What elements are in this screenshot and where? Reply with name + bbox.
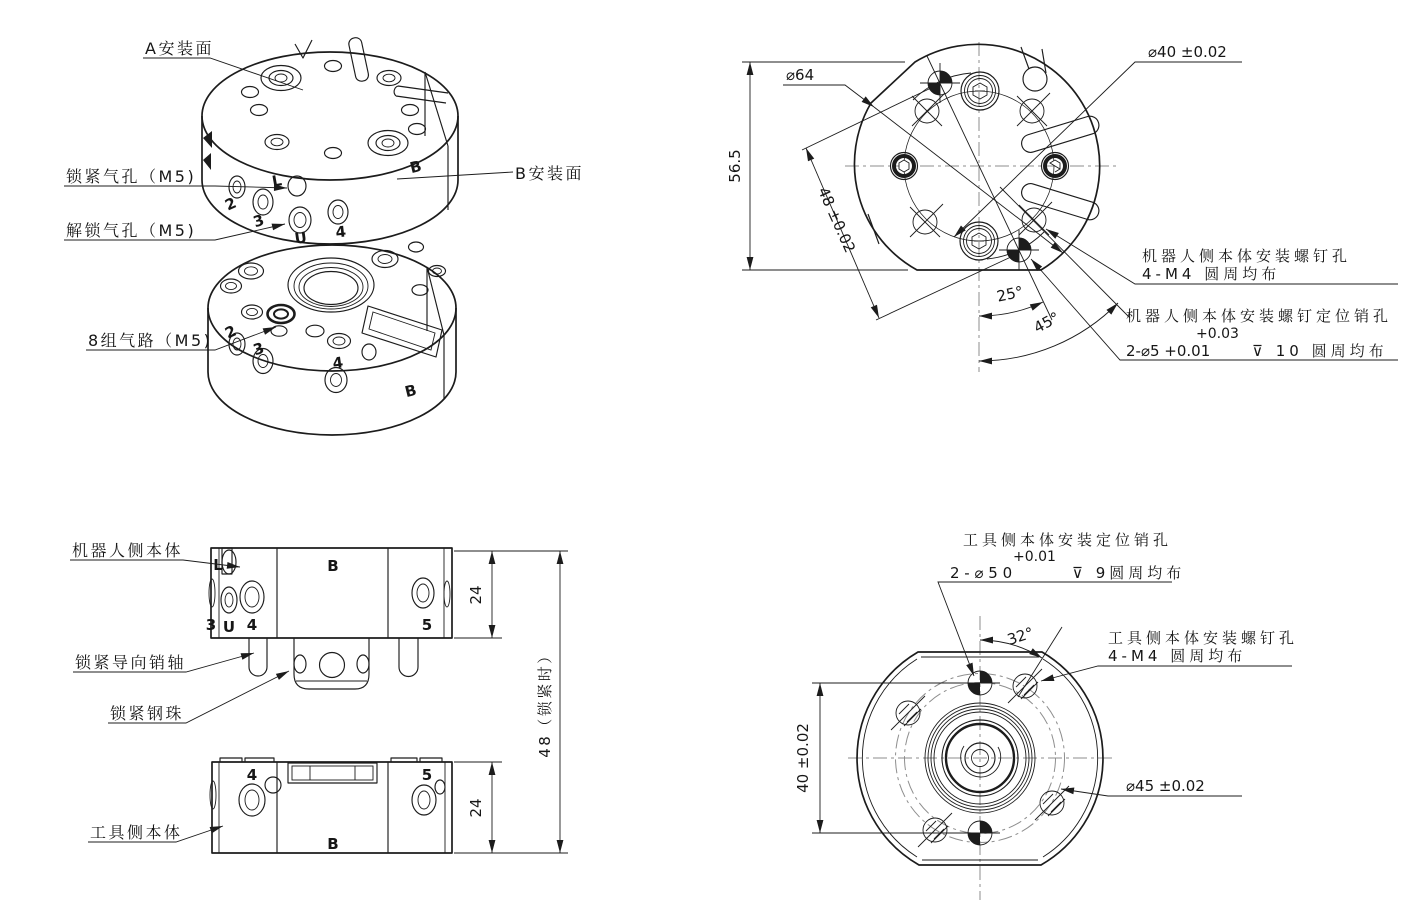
bottom-dim-pin-distance: 40 ±0.02 (794, 723, 812, 793)
top-dim-outer-dia: ⌀64 (786, 66, 815, 84)
bottom-note-pin-tol: +0.01 (1013, 549, 1056, 565)
bottom-note-pin-line2b: ⊽ 9圆周均布 (1072, 564, 1186, 582)
side-mark-4: 4 (246, 616, 258, 634)
side-dim-robot-height: 24 (467, 585, 485, 605)
iso-label-a-face: A安装面 (145, 39, 214, 58)
bottom-dim-bolt-circle: ⌀45 ±0.02 (1126, 777, 1205, 795)
side-label-robot-body: 机器人侧本体 (72, 541, 184, 560)
top-dim-angle-45: 45° (1030, 308, 1063, 337)
top-dim-angle-25: 25° (995, 282, 1025, 306)
top-view (726, 42, 1398, 372)
side-mark-b-top: B (327, 557, 339, 575)
side-label-steel-ball: 锁紧钢珠 (110, 704, 185, 723)
top-note-pin-line2a: 2-⌀5 +0.01 (1126, 342, 1211, 360)
iso-upper-mark-l: L (270, 171, 284, 191)
iso-upper-mark-2: 2 (222, 193, 240, 215)
top-view-m4-holes (910, 93, 1052, 237)
top-note-pin-tol: +0.03 (1196, 326, 1239, 342)
side-mark-5-tool: 5 (421, 766, 433, 784)
top-note-screw-line1: 机器人侧本体安装螺钉孔 (1142, 247, 1352, 265)
side-dim-locked-height: 48（锁紧时） (536, 646, 554, 758)
bottom-dim-angle-32: 32° (1005, 623, 1036, 649)
bottom-note-screw-line2: 4-M4 圆周均布 (1108, 647, 1247, 665)
side-mark-4-tool: 4 (246, 766, 258, 784)
bottom-note-screw-line1: 工具侧本体安装螺钉孔 (1108, 629, 1299, 647)
iso-upper-mark-b: B (408, 156, 424, 178)
top-dim-height: 56.5 (726, 149, 744, 183)
side-mark-l: L (213, 556, 223, 574)
bottom-note-pin-line2a: 2 - ⌀ 5 0 (950, 564, 1013, 582)
iso-upper-side-holes (229, 176, 348, 233)
iso-label-unlock-air: 解锁气孔（M5) (66, 221, 197, 240)
side-view (70, 541, 568, 853)
iso-label-b-face: B安装面 (515, 164, 584, 183)
iso-lower-mark-b: B (403, 380, 419, 402)
iso-lower-mark-3: 3 (250, 338, 267, 360)
iso-lower-center-bore (288, 258, 374, 312)
side-mark-5: 5 (421, 616, 433, 634)
iso-upper-mark-u: U (293, 228, 309, 248)
top-note-pin-line2b: ⊽ 10 圆周均布 (1252, 342, 1388, 360)
iso-label-lock-air: 锁紧气孔（M5) (66, 167, 197, 186)
iso-upper-mark-3: 3 (250, 210, 267, 232)
side-mark-b-tool: B (327, 835, 339, 853)
iso-view (64, 37, 584, 435)
iso-lower-mark-4: 4 (331, 353, 345, 373)
side-mark-3: 3 (205, 616, 217, 634)
side-dim-tool-height: 24 (467, 798, 485, 818)
top-note-pin-line1: 机器人侧本体安装螺钉定位销孔 (1126, 307, 1393, 325)
iso-upper-mark-4: 4 (334, 222, 347, 242)
iso-upper-top-holes (242, 61, 426, 159)
iso-upper-body-outline (202, 37, 458, 244)
iso-label-air-circuits: 8组气路（M5) (88, 331, 213, 350)
top-note-screw-line2: 4-M4 圆周均布 (1142, 265, 1281, 283)
bottom-view (794, 531, 1298, 900)
side-label-tool-body: 工具侧本体 (90, 823, 183, 842)
top-dim-pin-distance: 48 ±0.02 (814, 184, 859, 256)
iso-lower-mark-2: 2 (222, 321, 240, 343)
bottom-note-pin-line1: 工具侧本体安装定位销孔 (963, 531, 1173, 549)
side-label-guide-pin: 锁紧导向销轴 (75, 653, 187, 672)
side-mark-u: U (222, 618, 236, 636)
top-dim-bolt-circle: ⌀40 ±0.02 (1148, 43, 1227, 61)
